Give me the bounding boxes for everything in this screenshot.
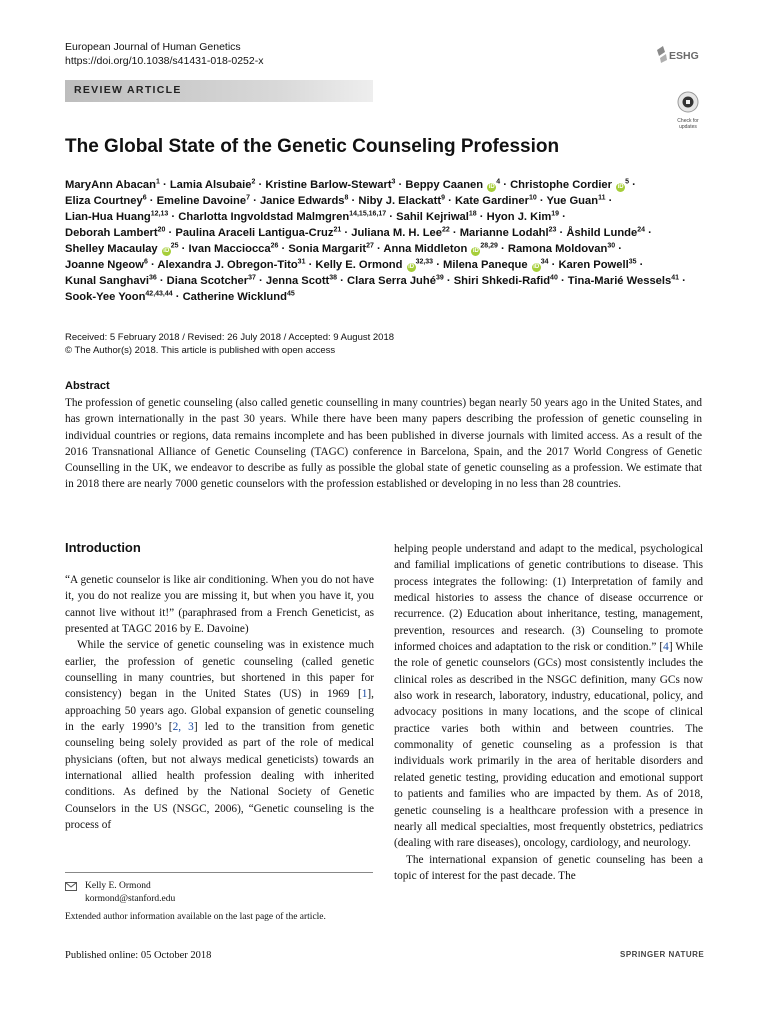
author-name[interactable]: Lian-Hua Huang [65, 211, 151, 223]
affiliation-sup: 19 [551, 210, 560, 218]
author-name[interactable]: · Christophe Cordier [500, 179, 616, 191]
author-name[interactable]: · Anna Middleton [373, 243, 471, 255]
article-dates [65, 331, 394, 357]
separator: · [636, 259, 644, 271]
affiliation-sup: 18 [468, 210, 477, 218]
affiliation-sup: 5 [625, 178, 630, 186]
affiliation-sup: 2 [251, 178, 256, 186]
author-name[interactable]: · Hyon J. Kim [476, 211, 552, 223]
orcid-icon[interactable]: iD [617, 184, 624, 190]
author-name[interactable]: · Milena Paneque [433, 259, 531, 271]
author-name[interactable]: · Niby J. Elackatt [348, 195, 442, 207]
author-line [65, 241, 715, 257]
affiliation-sup: 37 [248, 274, 256, 282]
affiliation-sup: 39 [435, 274, 444, 282]
author-name[interactable]: Sook-Yee Yoon [65, 291, 146, 303]
corresponding-row [65, 880, 175, 905]
author-name[interactable]: · Ramona Moldovan [497, 243, 608, 255]
section-label: REVIEW ARTICLE [74, 84, 182, 96]
author-name[interactable]: · Alexandra J. Obregon-Tito [147, 259, 298, 271]
separator: · [645, 227, 652, 239]
orcid-icon[interactable]: iD [533, 264, 540, 270]
text-run: ] While the role of genetic counselors (GCs) most consistently includes the clinical roles as described in the NSGC definition, many GCs now also work in research, laboratory, industry, educational, policy, and advocacy positions in many locations, and the scope of clinical practice varies both within and between countries. The commonality of genetic counseling as a profession is that individuals work primarily in the area of heritable disorders and related genetic testing, providing education and emotional support to patients and families who are impacted by them. As of 2018, genetic counseling is a healthcare profession with a presence in nearly all medical specialties, most frequently obstetrics, pediatrics (dealing with rare diseases), oncology, cardiology, and neurology. [394, 641, 704, 850]
svg-text:ESHG: ESHG [669, 50, 699, 62]
affiliation-sup: 32,33 [415, 258, 434, 266]
author-line [65, 177, 715, 193]
corresponding-name: Kelly E. Ormond [85, 881, 151, 891]
affiliation-sup: 25 [170, 242, 179, 250]
article-title: The Global State of the Genetic Counseling Profession [65, 136, 560, 157]
text-run: While the service of genetic counseling was in existence much earlier, the profession of genetic counseling (called genetic counselling in many countries, but shortened in this paper for consistency) began in the United States (US) in 1969 [ [65, 639, 374, 701]
affiliation-sup: 40 [550, 274, 558, 282]
affiliation-sup: 6 [143, 258, 148, 266]
orcid-icon[interactable]: iD [488, 184, 495, 190]
author-name[interactable]: · Diana Scotcher [156, 275, 249, 287]
introduction-heading: Introduction [65, 540, 141, 555]
author-name[interactable]: · Kate Gardiner [445, 195, 529, 207]
separator: · [605, 195, 613, 207]
author-name[interactable]: · Marianne Lodahl [449, 227, 549, 239]
eshg-logo [655, 44, 699, 64]
corresponding-author [65, 880, 175, 905]
affiliation-sup: 11 [598, 194, 606, 202]
orcid-icon[interactable]: iD [472, 248, 479, 254]
journal-name: European Journal of Human Genetics [65, 41, 241, 53]
affiliation-sup: 20 [157, 226, 166, 234]
affiliation-sup: 41 [671, 274, 680, 282]
author-name[interactable]: Deborah Lambert [65, 227, 158, 239]
author-name[interactable]: · Kristine Barlow-Stewart [255, 179, 392, 191]
body-paragraph [394, 541, 703, 852]
author-name[interactable]: · Ivan Macciocca [178, 243, 271, 255]
abstract-text: The profession of genetic counseling (also called genetic counselling in many countries) began nearly 50 years ago in the United States, and has grown internationally in the past 30 years. While there have been many papers describing the profession of genetic counseling in individual countries or regions, data remains incomplete and has been published in diverse journals with limited access. As a result of the 2016 Transnational Alliance of Genetic Counseling (TAGC) conference in Barcelona, Spain, and the 2017 World Congress of Genetic Counselling in the UK, we endeavor to describe as fully as possible the global state of genetic counseling as a profession. We estimate that in 2018 there are nearly 7000 genetic counselors with the profession established or developing in no less than 28 countries. [65, 397, 702, 491]
author-name[interactable]: · Catherine Wicklund [172, 291, 287, 303]
corresponding-details [85, 880, 175, 905]
author-name[interactable]: · Jenna Scott [255, 275, 330, 287]
citation-link[interactable]: 1 [361, 688, 368, 701]
separator: · [615, 243, 622, 255]
author-line [65, 193, 715, 209]
received-dates: Received: 5 February 2018 / Revised: 26 July 2018 / Accepted: 9 August 2018 [65, 332, 395, 343]
abstract-heading: Abstract [65, 380, 110, 392]
published-date: Published online: 05 October 2018 [65, 950, 212, 961]
affiliation-sup: 28,29 [480, 242, 498, 250]
doi-link[interactable]: https://doi.org/10.1038/s41431-018-0252-x [65, 55, 264, 67]
affiliation-sup: 8 [344, 194, 349, 202]
author-name[interactable]: Joanne Ngeow [65, 259, 144, 271]
affiliation-sup: 31 [297, 258, 306, 266]
author-name[interactable]: · Juliana M. H. Lee [341, 227, 442, 239]
affiliation-sup: 21 [333, 226, 342, 234]
affiliation-sup: 36 [148, 274, 157, 282]
author-name[interactable]: · Sonia Margarit [278, 243, 367, 255]
author-name[interactable]: Eliza Courtney [65, 195, 143, 207]
corresponding-email[interactable]: kormond@stanford.edu [85, 893, 176, 904]
affiliation-sup: 38 [329, 274, 338, 282]
author-line [65, 289, 715, 305]
author-name[interactable]: · Paulina Araceli Lantigua-Cruz [165, 227, 334, 239]
orcid-icon[interactable]: iD [163, 248, 170, 254]
author-name[interactable]: · Tina-Marié Wessels [557, 275, 672, 287]
author-name[interactable]: · Åshild Lunde [556, 227, 638, 239]
author-name[interactable]: Shelley Macaulay [65, 243, 161, 255]
affiliation-sup: 3 [391, 178, 396, 186]
author-list [65, 177, 715, 305]
citation-link[interactable]: 4 [663, 641, 669, 654]
footnote-rule [65, 872, 373, 873]
affiliation-sup: 23 [548, 226, 557, 234]
crossmark-icon [673, 91, 703, 113]
affiliation-sup: 34 [540, 258, 549, 266]
author-line [65, 257, 715, 273]
body-paragraph [65, 637, 374, 833]
author-name[interactable]: · Clara Serra Juhé [337, 275, 436, 287]
author-name[interactable]: · Karen Powell [548, 259, 629, 271]
author-name[interactable]: · Kelly E. Ormond [305, 259, 406, 271]
author-name[interactable]: · Janice Edwards [250, 195, 345, 207]
affiliation-sup: 7 [246, 194, 251, 202]
author-name[interactable]: · Charlotta Ingvoldstad Malmgren [168, 211, 350, 223]
author-name[interactable]: · Shiri Shkedi-Rafid [443, 275, 551, 287]
affiliation-sup: 1 [155, 178, 160, 186]
author-name[interactable]: · Emeline Davoine [146, 195, 247, 207]
author-name[interactable]: · Lamia Alsubaie [159, 179, 252, 191]
affiliation-sup: 12,13 [150, 210, 169, 218]
separator: · [679, 275, 686, 287]
body-paragraph: The international expansion of genetic counseling has been a topic of interest for the past decade. The [394, 853, 703, 882]
author-name[interactable]: Kunal Sanghavi [65, 275, 149, 287]
affiliation-sup: 30 [607, 242, 616, 250]
envelope-icon [65, 882, 77, 891]
affiliation-sup: 14,15,16,17 [349, 210, 387, 218]
affiliation-sup: 9 [441, 194, 445, 202]
separator: · [629, 179, 636, 191]
citation-link[interactable]: 2, 3 [172, 721, 194, 734]
affiliation-sup: 27 [366, 242, 374, 250]
crossmark-label: Check for updates [677, 118, 699, 130]
copyright-line: © The Author(s) 2018. This article is published with open access [65, 345, 336, 356]
quote-paragraph: “A genetic counselor is like air conditioning. When you do not have it, you do not realize you are missing it, but when you have it, you cannot live without it!” (paraphrased from a French Geneticist, as presented at TAGC 2016 by E. Davoine) [65, 574, 374, 636]
author-line [65, 273, 715, 289]
body-column-right [394, 541, 703, 884]
affiliation-sup: 4 [496, 178, 501, 186]
affiliation-sup: 42,43,44 [145, 290, 173, 298]
author-name[interactable]: MaryAnn Abacan [65, 179, 156, 191]
affiliation-sup: 45 [286, 290, 295, 298]
affiliation-sup: 35 [628, 258, 637, 266]
author-name[interactable]: · Sahil Kejriwal [386, 211, 469, 223]
text-run: ] led to the transition from genetic counseling being solely provided as part of the role of medical physicians (often, but not always medical geneticists) towards an international allied health profession dealing with inherited conditions. As defined by the National Society of Genetic Counselors in the US (NSGC, 2006), “Genetic counseling is the process of [65, 721, 374, 832]
author-name[interactable]: · Yue Guan [536, 195, 599, 207]
affiliation-sup: 26 [270, 242, 279, 250]
author-name[interactable]: · Beppy Caanen [395, 179, 487, 191]
body-column-left [65, 572, 374, 834]
affiliation-sup: 22 [442, 226, 450, 234]
text-run: ], approaching 50 years ago. Global expansion of genetic counseling in the early 1990’s [ [65, 688, 374, 734]
journal-header [65, 40, 263, 68]
author-line [65, 209, 715, 225]
author-line [65, 225, 715, 241]
text-run: helping people understand and adapt to the medical, psychological and familial implications of genetic contributions to disease. This process integrates the following: (1) Interpretation of family and medical histories to assess the chance of disease occurrence or recurrence. (2) Education about inheritance, testing, management, prevention, resources and research. (3) Counseling to promote informed choices and adaptation to the risk or condition.” [ [394, 543, 703, 654]
affiliation-sup: 6 [142, 194, 147, 202]
extended-info-note: Extended author information available on the last page of the article. [65, 912, 326, 922]
affiliation-sup: 10 [528, 194, 537, 202]
affiliation-sup: 24 [637, 226, 646, 234]
check-for-updates-badge[interactable] [673, 91, 703, 130]
separator: · [559, 211, 566, 223]
publisher-logo: SPRINGER NATURE [620, 950, 705, 959]
orcid-icon[interactable]: iD [408, 264, 415, 270]
